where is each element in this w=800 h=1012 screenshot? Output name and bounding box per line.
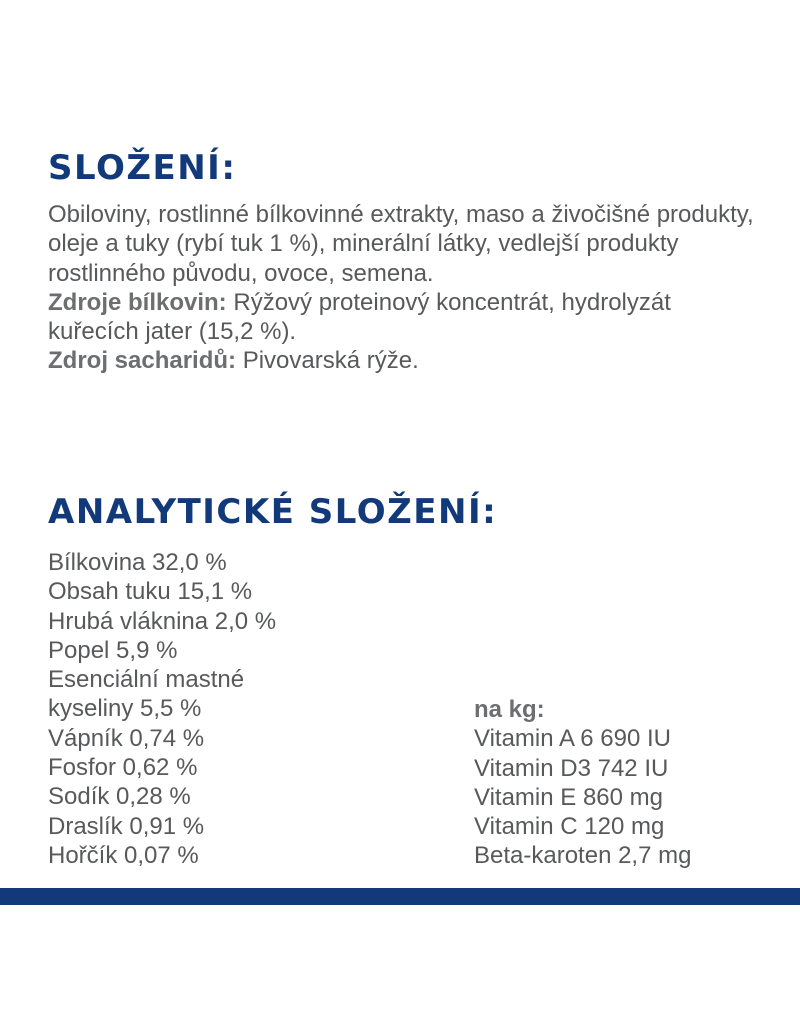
analysis-item: kyseliny 5,5 % xyxy=(48,695,202,723)
analysis-item: Bílkovina 32,0 % xyxy=(48,549,227,576)
per-kg-heading: na kg: xyxy=(474,696,545,723)
composition-body: Obiloviny, rostlinné bílkovinné extrakty, maso a živočišné produkty, oleje a tuky (rybí tuk 1 %), minerální látky, vedlejší produkty rostlinného původu, ovoce, semena. xyxy=(48,201,754,287)
vitamin-item: Vitamin D3 742 IU xyxy=(474,754,669,782)
analysis-item: Vápník 0,74 % xyxy=(48,724,205,752)
analysis-item: Sodík 0,28 % xyxy=(48,783,191,811)
analysis-item: Fosfor 0,62 % xyxy=(48,754,198,782)
analysis-item: Draslík 0,91 % xyxy=(48,812,205,840)
analysis-item: Popel 5,9 % xyxy=(48,636,178,664)
vitamin-item: Beta-karoten 2,7 mg xyxy=(474,842,692,870)
analysis-heading: ANALYTICKÉ SLOŽENÍ: xyxy=(48,492,498,532)
vitamin-item: Vitamin C 120 mg xyxy=(474,813,665,841)
protein-source-text: Rýžový proteinový koncentrát, hydrolyzát kuřecích jater (15,2 %). xyxy=(48,288,671,346)
composition-heading: SLOŽENÍ: xyxy=(48,148,237,188)
analysis-list xyxy=(48,548,408,870)
analysis-item: Obsah tuku 15,1 % xyxy=(48,578,253,606)
vitamins-list xyxy=(474,695,794,871)
analysis-item: Hořčík 0,07 % xyxy=(48,841,199,869)
vitamin-item: Vitamin A 6 690 IU xyxy=(474,725,672,753)
protein-source-label: Zdroje bílkovin: xyxy=(48,288,227,316)
analysis-item: Esenciální mastné xyxy=(48,666,245,694)
composition-text xyxy=(48,200,768,376)
vitamin-item: Vitamin E 860 mg xyxy=(474,783,663,811)
bottom-divider-bar xyxy=(0,888,800,905)
analysis-item: Hrubá vláknina 2,0 % xyxy=(48,607,277,635)
carb-source-label: Zdroj sacharidů: xyxy=(48,347,237,375)
carb-source-text: Pivovarská rýže. xyxy=(236,347,419,375)
